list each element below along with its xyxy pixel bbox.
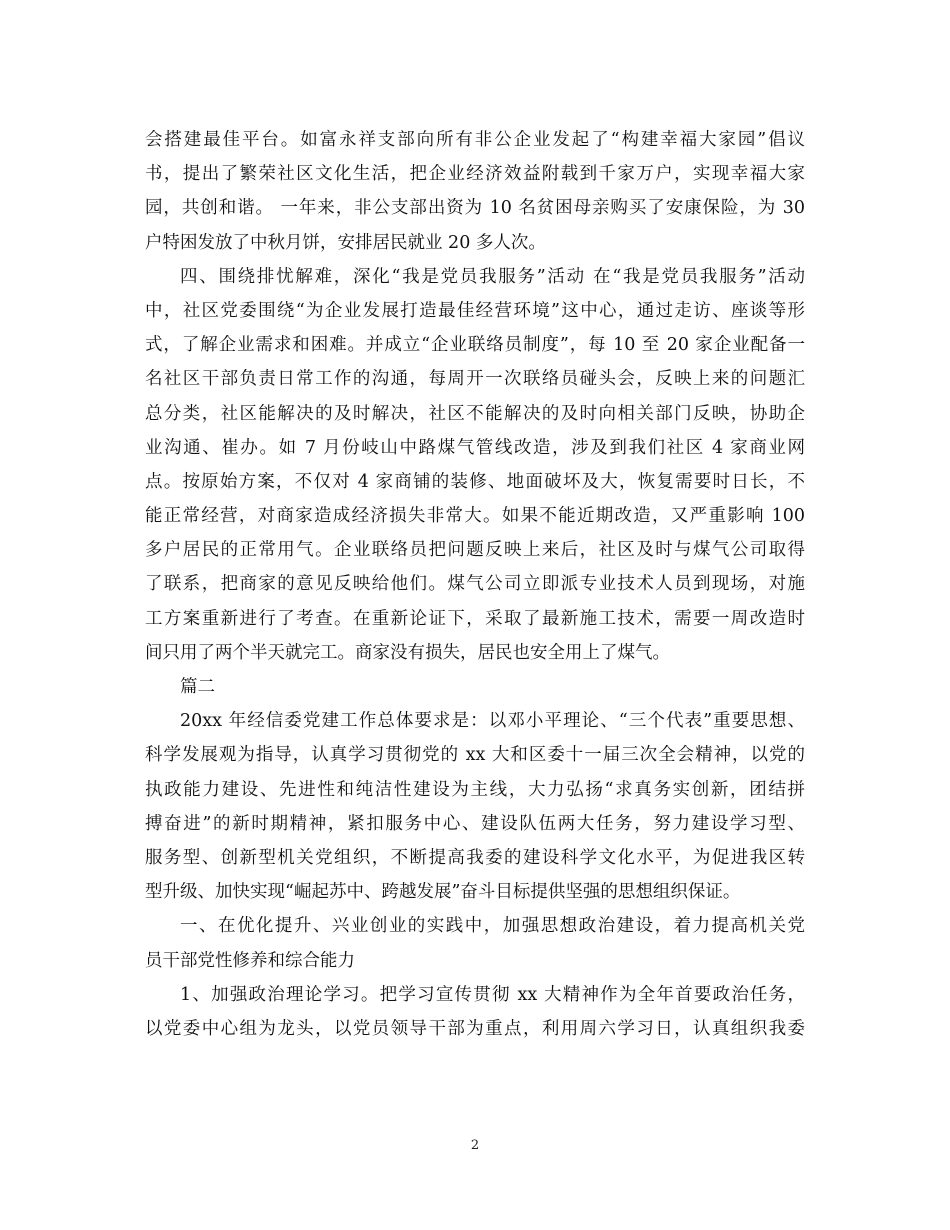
body-text [145,123,805,1046]
text-line: 会搭建最佳平台。如富永祥支部向所有非公企业发起了“构建幸福大家园”倡议 [145,130,805,150]
text-line: 总分类，社区能解决的及时解决，社区不能解决的及时向相关部门反映，协助企 [145,403,805,424]
text-line: 式，了解企业需求和困难。并成立“企业联络员制度”，每 10 至 20 家企业配备一 [145,335,805,356]
text-line: 以党委中心组为龙头，以党员领导干部为重点，利用周六学习日，认真组织我委 [145,1018,805,1039]
text-line: 一、在优化提升、兴业创业的实践中，加强思想政治建设，着力提高机关党 [180,916,805,937]
text-line: 工方案重新进行了考查。在重新论证下，采取了最新施工技术，需要一周改造时 [145,608,805,629]
text-line: 20xx 年经信委党建工作总体要求是：以邓小平理论、“三个代表”重要思想、 [180,711,805,732]
text-line: 四、围绕排忧解难，深化“我是党员我服务”活动 在“我是党员我服务”活动 [180,266,805,287]
text-line: 执政能力建设、先进性和纯洁性建设为主线，大力弘扬“求真务实创新，团结拼 [145,779,805,800]
text-line: 户特困发放了中秋月饼，安排居民就业 20 多人次。 [145,232,546,253]
text-line: 名社区干部负责日常工作的沟通，每周开一次联络员碰头会，反映上来的问题汇 [145,369,805,390]
text-line: 服务型、创新型机关党组织，不断提高我委的建设科学文化水平，为促进我区转 [145,847,805,868]
text-line: 多户居民的正常用气。企业联络员把问题反映上来后，社区及时与煤气公司取得 [145,540,805,561]
text-line: 能正常经营，对商家造成经济损失非常大。如果不能近期改造，又严重影响 100 [145,506,805,527]
text-line: 点。按原始方案，不仅对 4 家商铺的装修、地面破坏及大，恢复需要时日长，不 [145,471,805,492]
text-line: 业沟通、崔办。如 7 月份岐山中路煤气管线改造，涉及到我们社区 4 家商业网 [145,437,805,458]
text-line: 员干部党性修养和综合能力 [145,950,355,971]
text-line: 书，提出了繁荣社区文化生活，把企业经济效益附载到千家万户，实现幸福大家 [145,164,805,185]
section-heading: 篇二 [180,677,215,697]
text-line: 园，共创和谐。 一年来，非公支部出资为 10 名贫困母亲购买了安康保险，为 30 [145,198,805,219]
text-line: 间只用了两个半天就完工。商家没有损失，居民也安全用上了煤气。 [145,642,670,663]
text-line: 搏奋进”的新时期精神，紧扣服务中心、建设队伍两大任务，努力建设学习型、 [145,813,805,834]
text-line: 科学发展观为指导，认真学习贯彻党的 xx 大和区委十一届三次全会精神，以党的 [145,745,805,766]
text-line: 型升级、加快实现“崛起苏中、跨越发展”奋斗目标提供坚强的思想组织保证。 [145,882,741,903]
text-line: 中，社区党委围绕“为企业发展打造最佳经营环境”这中心，通过走访、座谈等形 [145,300,805,321]
page-number: 2 [470,1138,480,1153]
text-line: 了联系，把商家的意见反映给他们。煤气公司立即派专业技术人员到现场，对施 [145,574,805,595]
text-line: 1、加强政治理论学习。把学习宣传贯彻 xx 大精神作为全年首要政治任务， [180,984,805,1005]
